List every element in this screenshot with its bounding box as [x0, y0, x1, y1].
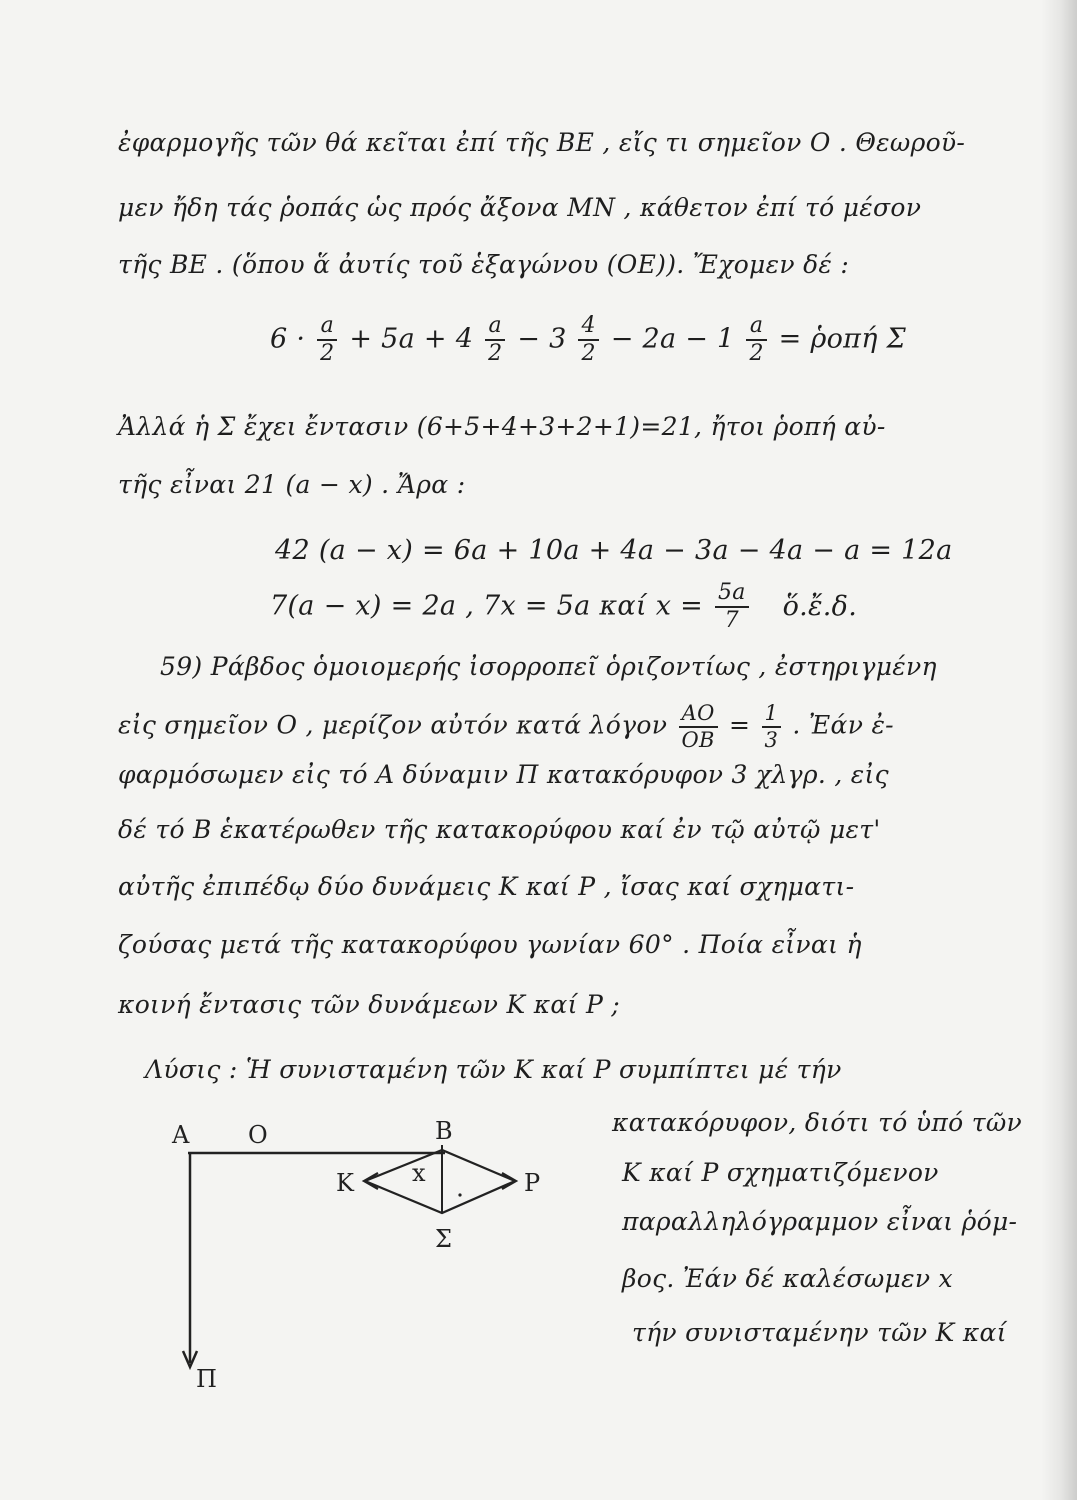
problem-59-line-2: [118, 703, 894, 751]
arrow-k-head: [364, 1173, 378, 1189]
eq1-frac-1-num: a: [317, 315, 337, 341]
eq3-frac: [715, 582, 749, 632]
label-pi: Π: [196, 1365, 217, 1393]
equation-1: [270, 315, 906, 365]
l9-frac-den: OB: [681, 728, 715, 752]
equation-3: [270, 582, 857, 632]
label-x: x: [412, 1159, 426, 1187]
eq1-frac-1: [317, 315, 337, 365]
eq3-frac-den: 7: [724, 608, 739, 633]
l9-frac-ao-ob: [679, 703, 718, 751]
eq3-qed: ὅ.ἔ.δ.: [782, 590, 858, 622]
label-sigma: Σ: [435, 1225, 452, 1253]
dot-mark: [458, 1193, 461, 1196]
eq1-part-4: − 2a − 1: [610, 323, 735, 355]
label-o: O: [248, 1121, 268, 1149]
eq1-frac-4: [746, 315, 766, 365]
eq1-part-3: − 3: [517, 323, 567, 355]
eq1-frac-3-num: 4: [578, 315, 598, 341]
eq1-part-5: = ῥοπή Σ: [778, 323, 906, 355]
diagram-svg: [150, 1115, 600, 1405]
eq1-frac-4-num: a: [746, 315, 766, 341]
l9-equals: =: [729, 710, 751, 740]
text-line-2: μεν ἤδη τάς ῥοπάς ὡς πρός ἄξονα MN , κάθετον ἐπί τό μέσον: [118, 193, 922, 222]
label-p: P: [524, 1169, 541, 1197]
solution-right-line-1: κατακόρυφον, διότι τό ὑπό τῶν: [612, 1108, 1023, 1137]
problem-59-line-1: 59) Ράβδος ὁμοιομερής ἰσορροπεῖ ὁριζοντίως , ἐστηριγμένη: [160, 652, 937, 681]
eq1-frac-4-den: 2: [749, 341, 764, 366]
l9-part-a: εἰς σημεῖον O , μερίζον αὐτόν κατά λόγον: [118, 710, 668, 740]
text-line-1: ἐφαρμογῆς τῶν θά κεῖται ἐπί τῆς BE , εἴς τι σημεῖον O . Θεωροῦ-: [118, 128, 966, 157]
eq1-part-1: 6 ·: [270, 323, 306, 355]
eq1-frac-1-den: 2: [320, 341, 335, 366]
problem-59-line-7: κοινή ἔντασις τῶν δυνάμεων K καί P ;: [118, 990, 621, 1019]
l9-frac2-den: 3: [764, 728, 779, 752]
eq3-part-a: 7(a − x) = 2a , 7x = 5a καί x =: [270, 590, 704, 622]
problem-59-line-3: φαρμόσωμεν εἰς τό A δύναμιν Π κατακόρυφον 3 χλγρ. , εἰς: [118, 760, 889, 789]
eq1-frac-2-den: 2: [488, 341, 503, 366]
rhombus: [365, 1150, 515, 1213]
page-edge-shadow: [1041, 0, 1077, 1500]
eq1-frac-2-num: a: [485, 315, 505, 341]
solution-right-line-3: παραλληλόγραμμον εἶναι ῥόμ-: [622, 1207, 1018, 1236]
l9-frac-1-3: [762, 703, 782, 751]
label-a: A: [172, 1121, 190, 1149]
eq1-frac-2: [485, 315, 505, 365]
l9-frac2-num: 1: [762, 703, 782, 728]
problem-59-line-6: ζούσας μετά τῆς κατακορύφου γωνίαν 60° . Ποία εἶναι ἡ: [118, 930, 862, 959]
problem-59-line-4: δέ τό B ἑκατέρωθεν τῆς κατακορύφου καί ἐν τῷ αὐτῷ μετ': [118, 815, 881, 844]
solution-right-line-4: βος. Ἐάν δέ καλέσωμεν x: [622, 1264, 953, 1293]
eq3-frac-num: 5a: [715, 582, 749, 608]
label-b: B: [435, 1117, 453, 1145]
rhombus-force-diagram: [150, 1115, 600, 1405]
eq1-frac-3-den: 2: [581, 341, 596, 366]
problem-59-line-5: αὐτῆς ἐπιπέδῳ δύο δυνάμεις K καί P , ἴσας καί σχηματι-: [118, 872, 855, 901]
solution-right-line-5: τήν συνισταμένην τῶν K καί: [632, 1318, 1007, 1347]
solution-right-line-2: K καί P σχηματιζόμενον: [622, 1158, 939, 1187]
text-line-6: τῆς εἶναι 21 (a − x) . Ἄρα :: [118, 470, 466, 499]
text-line-3: τῆς BE . (ὅπου ἅ ἀυτίς τοῦ ἑξαγώνου (ΟΕ)). Ἔχομεν δέ :: [118, 250, 850, 279]
arrow-p-head: [502, 1173, 516, 1189]
l9-frac-num: AO: [679, 703, 718, 728]
l9-part-c: . Ἐάν ἐ-: [792, 710, 894, 740]
solution-line-1: Λύσις : Ἡ συνισταμένη τῶν K καί P συμπίπτει μέ τήν: [145, 1055, 842, 1084]
label-k: K: [336, 1169, 354, 1197]
equation-2: 42 (a − x) = 6a + 10a + 4a − 3a − 4a − a = 12a: [275, 535, 953, 566]
eq1-frac-3: [578, 315, 598, 365]
text-line-5: Ἀλλά ἡ Σ ἔχει ἔντασιν (6+5+4+3+2+1)=21, ἤτοι ῥοπή αὐ-: [118, 412, 886, 441]
eq1-part-2: + 5a + 4: [349, 323, 474, 355]
